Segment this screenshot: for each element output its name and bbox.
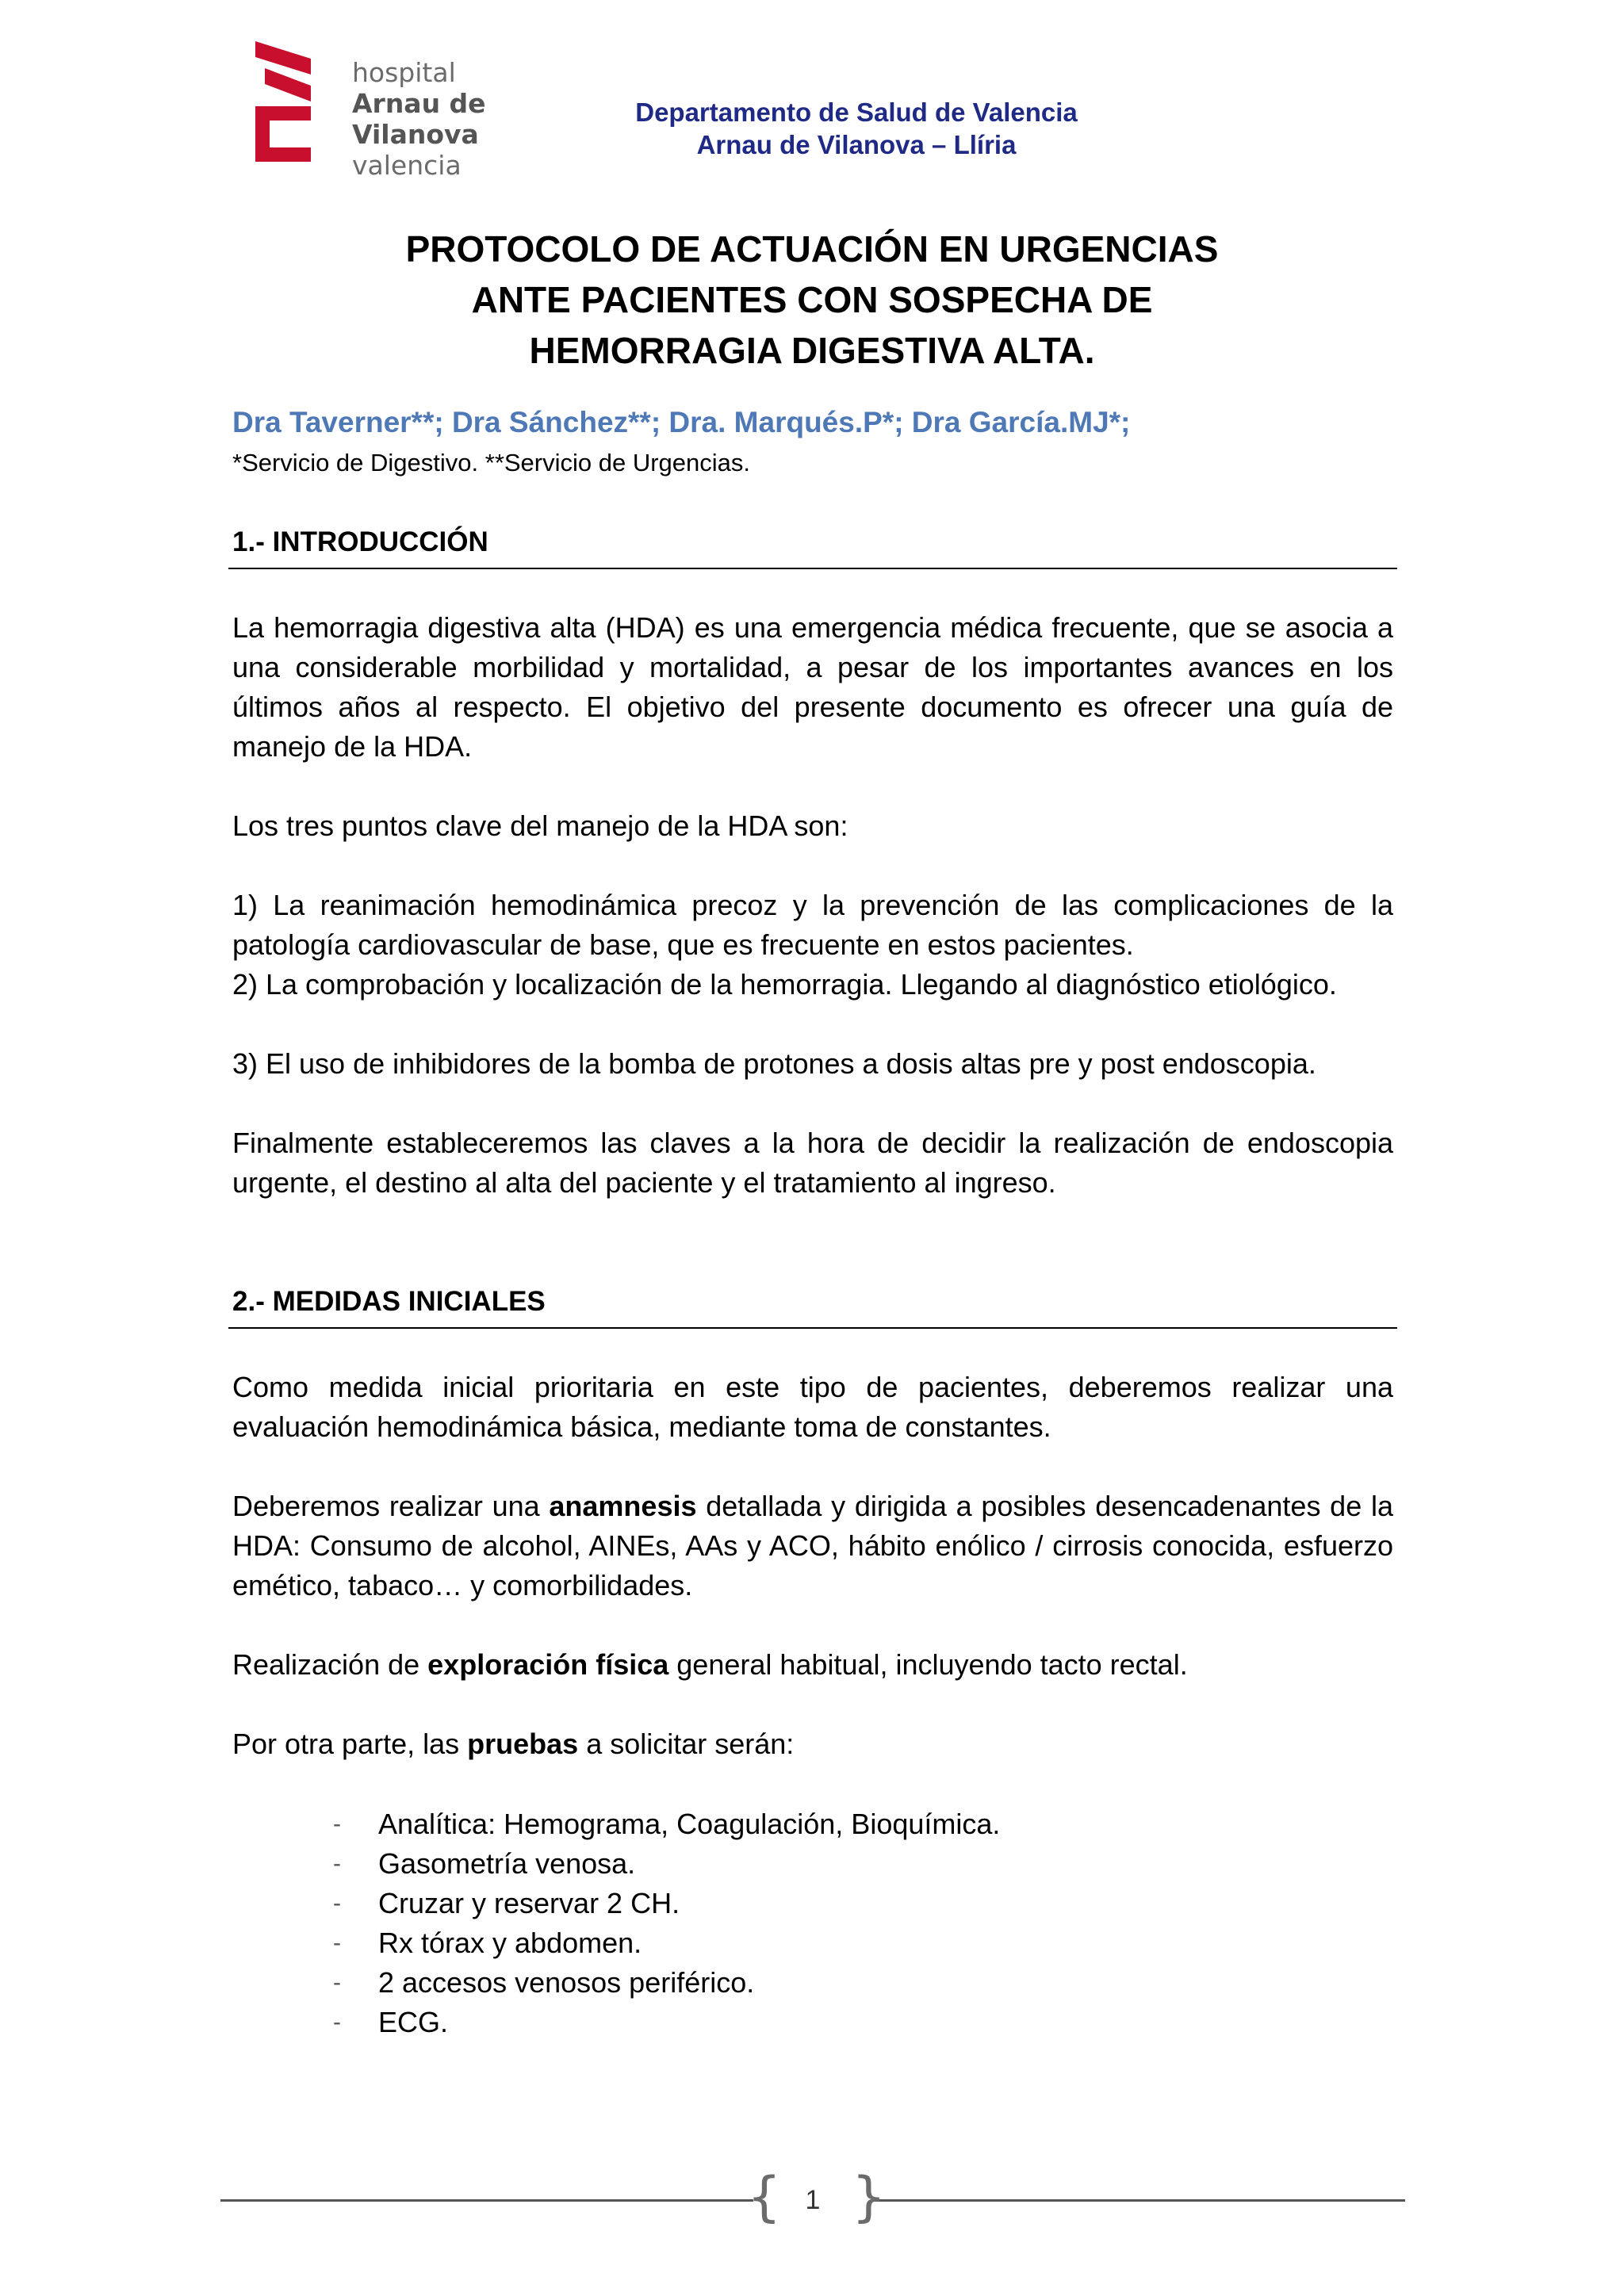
right-brace-icon: }: [852, 2166, 887, 2229]
list-item: [333, 2003, 1000, 2042]
page-number: 1: [805, 2185, 821, 2215]
p3-text-before: Realización de: [232, 1648, 428, 1681]
authors-line: Dra Taverner**; Dra Sánchez**; Dra. Marqués.P*; Dra García.MJ*;: [232, 406, 1131, 438]
bullet-dash: -: [333, 1890, 341, 1916]
list-item: [333, 1923, 1000, 1963]
section-2-heading: 2.- MEDIDAS INICIALES: [232, 1286, 546, 1317]
p4-text-before: Por otra parte, las: [232, 1728, 468, 1760]
p2-bold-anamnesis: anamnesis: [549, 1490, 697, 1522]
section-1-divider: [228, 568, 1397, 569]
p2-text-after: detallada y dirigida a posibles desencadenantes de la HDA: Consumo de alcohol, AINEs, AAs y ACO, hábito enólico / cirrosis conocida, esfuerzo emético, tabaco… y comorbilidades.: [232, 1490, 1393, 1601]
document-title: [254, 224, 1370, 376]
list-item: [333, 1884, 1000, 1923]
intro-paragraph-2: Los tres puntos clave del manejo de la HDA son:: [232, 809, 848, 842]
department-line-1: Departamento de Salud de Valencia: [635, 98, 1078, 127]
logo-line-arnau: Arnau de: [352, 88, 486, 119]
department-header: [508, 96, 1205, 161]
bullet-dash: -: [333, 1969, 341, 1996]
measures-paragraph-4: [232, 1724, 1393, 1764]
logo-line-hospital: hospital: [352, 57, 456, 88]
key-point-3: 3) El uso de inhibidores de la bomba de protones a dosis altas pre y post endoscopia.: [232, 1047, 1316, 1080]
measures-paragraph-1: Como medida inicial prioritaria en este tipo de pacientes, deberemos realizar una evaluación hemodinámica básica, mediante toma de constantes.: [232, 1371, 1393, 1443]
key-point-2: 2) La comprobación y localización de la hemorragia. Llegando al diagnóstico etiológico.: [232, 968, 1337, 1001]
list-item-text: Rx tórax y abdomen.: [378, 1927, 642, 1959]
department-line-2: Arnau de Vilanova – Llíria: [696, 130, 1017, 159]
list-item-text: Analítica: Hemograma, Coagulación, Bioquímica.: [378, 1808, 1001, 1840]
tests-list: [333, 1804, 1000, 2042]
p4-bold-pruebas: pruebas: [467, 1728, 579, 1760]
list-item-text: 2 accesos venosos periférico.: [378, 1966, 755, 1999]
hav-logo-mark-icon: [255, 36, 343, 179]
intro-paragraph-1: La hemorragia digestiva alta (HDA) es una emergencia médica frecuente, que se asocia a una considerable morbilidad y mortalidad, a pesar de los importantes avances en los últimos años al respecto. El objetivo del presente documento es ofrecer una guía de manejo de la HDA.: [232, 611, 1393, 763]
p3-bold-exploracion: exploración física: [427, 1648, 669, 1681]
list-item: [333, 1844, 1000, 1884]
left-brace-icon: {: [747, 2166, 782, 2229]
list-item-text: Gasometría venosa.: [378, 1847, 636, 1880]
title-line-1: PROTOCOLO DE ACTUACIÓN EN URGENCIAS: [405, 228, 1219, 270]
key-point-1: 1) La reanimación hemodinámica precoz y la prevención de las complicaciones de la patología cardiovascular de base, que es frecuente en estos pacientes.: [232, 889, 1393, 961]
title-line-2: ANTE PACIENTES CON SOSPECHA DE: [471, 279, 1153, 320]
section-1-heading: 1.- INTRODUCCIÓN: [232, 526, 488, 557]
bullet-dash: -: [333, 1850, 341, 1877]
title-line-3: HEMORRAGIA DIGESTIVA ALTA.: [529, 330, 1095, 371]
p2-text-before: Deberemos realizar una: [232, 1490, 550, 1522]
intro-paragraph-3: Finalmente estableceremos las claves a la hora de decidir la realización de endoscopia urgente, el destino al alta del paciente y el tratamiento al ingreso.: [232, 1127, 1393, 1199]
logo-wordmark: [352, 57, 486, 181]
list-item-text: Cruzar y reservar 2 CH.: [378, 1887, 680, 1919]
services-legend: *Servicio de Digestivo. **Servicio de Urgencias.: [232, 449, 751, 476]
section-2-divider: [228, 1327, 1397, 1329]
list-item: [333, 1804, 1000, 1844]
bullet-dash: -: [333, 1811, 341, 1837]
list-item-text: ECG.: [378, 2006, 449, 2038]
logo-line-vilanova: Vilanova: [352, 119, 479, 150]
footer-line-right: [872, 2199, 1405, 2202]
p4-text-after: a solicitar serán:: [578, 1728, 795, 1760]
hospital-logo: [255, 36, 493, 183]
measures-paragraph-2: [232, 1487, 1393, 1605]
p3-text-after: general habitual, incluyendo tacto rectal.: [668, 1648, 1188, 1681]
bullet-dash: -: [333, 2009, 341, 2035]
logo-line-valencia: valencia: [352, 150, 462, 181]
bullet-dash: -: [333, 1930, 341, 1956]
list-item: [333, 1963, 1000, 2003]
footer-line-left: [220, 2199, 753, 2202]
measures-paragraph-3: [232, 1645, 1393, 1685]
